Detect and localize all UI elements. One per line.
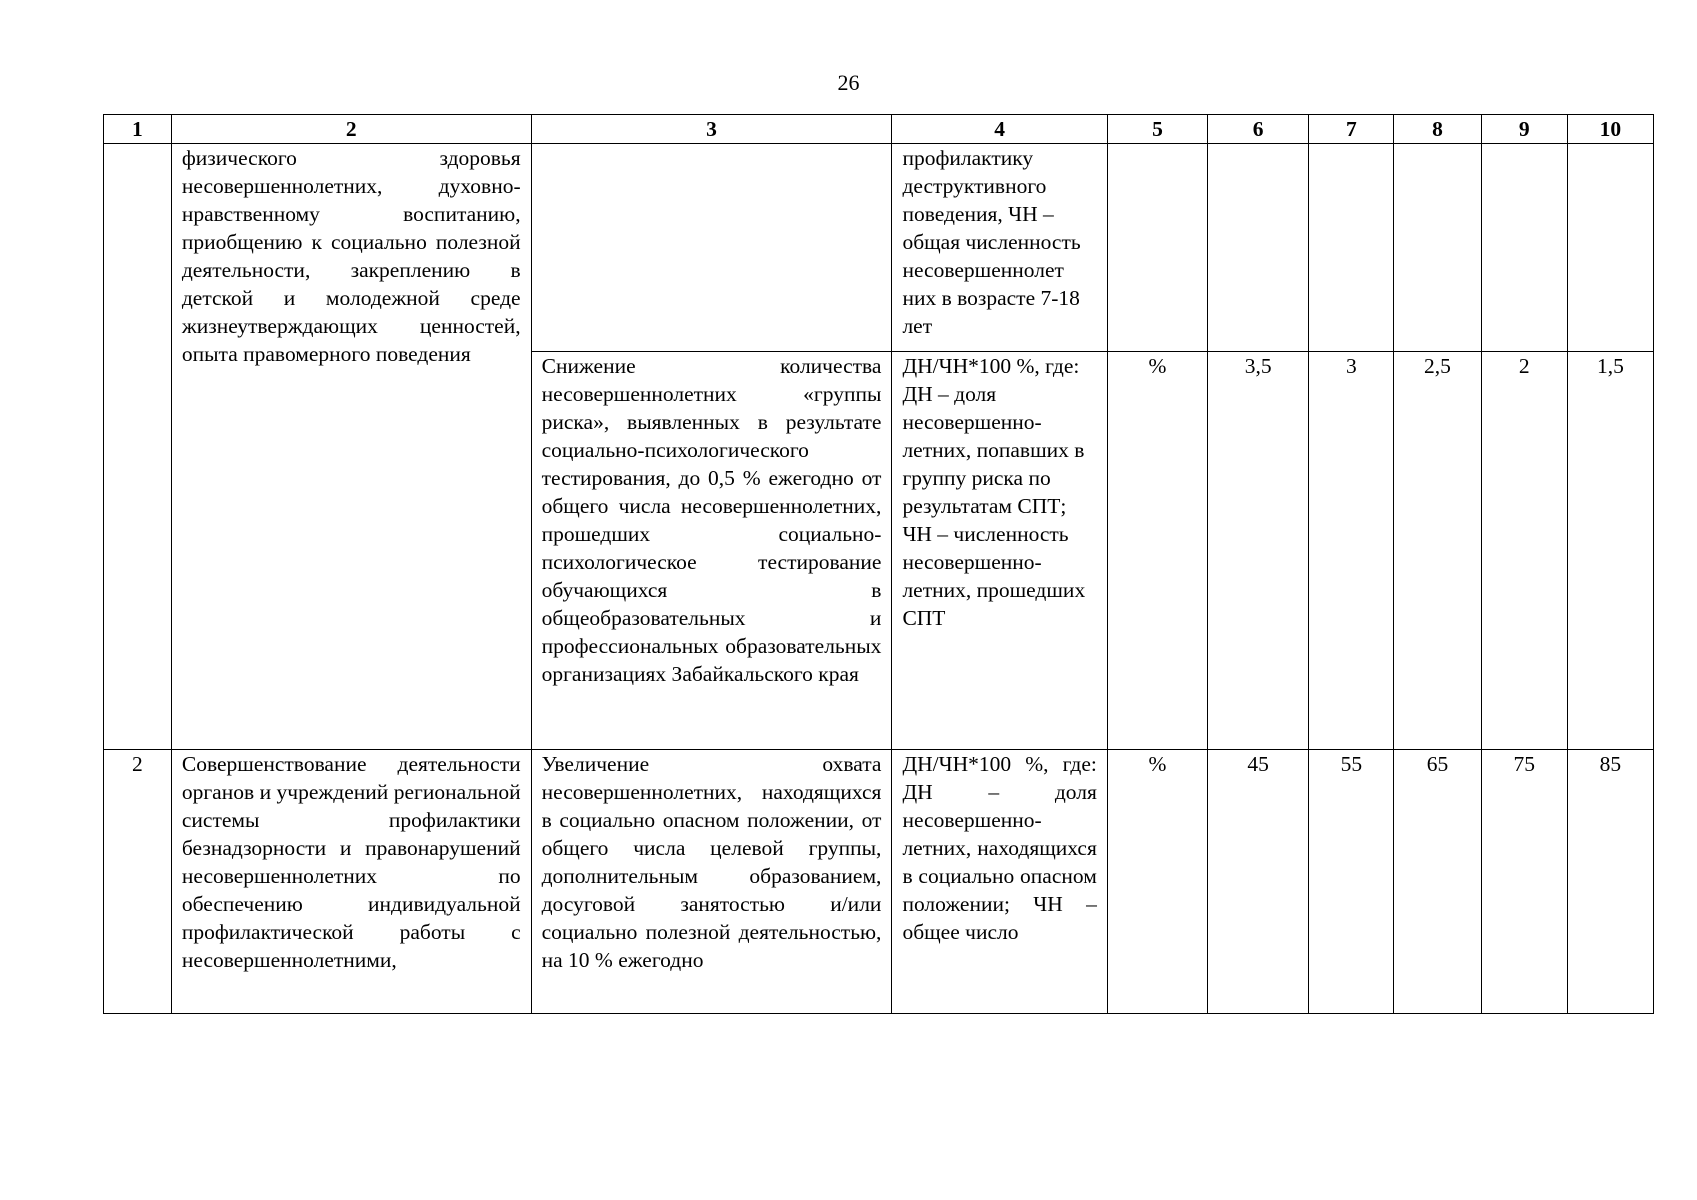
value-cell: 2,5: [1394, 352, 1481, 750]
goal-cell: физического здоровья несовершеннолетних, духовно-нравственному воспитанию, приобщению к социально полезной деятельности, закреплению в детской и молодежной среде жизнеутверждающих ценностей, опыта правомерного поведения: [171, 144, 531, 750]
goal-cell: Совершенствование деятельности органов и учреждений региональной системы профилактики безнадзорности и правонарушений несовершеннолетних по обеспечению индивидуальной профилактической работы с несовершеннолетними,: [171, 750, 531, 1014]
header-col-10: 10: [1567, 115, 1653, 144]
unit-cell-empty: [1107, 144, 1207, 352]
value-cell-empty: [1394, 144, 1481, 352]
value-cell: 75: [1481, 750, 1567, 1014]
header-col-5: 5: [1107, 115, 1207, 144]
formula-cell: профилактику деструктивного поведения, ЧН – общая численность несовершеннолет них в возрасте 7-18 лет: [892, 144, 1107, 352]
value-cell-empty: [1481, 144, 1567, 352]
indicator-cell: Снижение количества несовершеннолетних «группы риска», выявленных в результате социально-психологического тестирования, до 0,5 % ежегодно от общего числа несовершеннолетних, прошедших социально-психологическое тестирование обучающихся в общеобразовательных и профессиональных образовательных организациях Забайкальского края: [531, 352, 892, 750]
table-row: [104, 144, 1654, 352]
header-col-4: 4: [892, 115, 1107, 144]
indicator-cell: Увеличение охвата несовершеннолетних, находящихся в социально опасном положении, от общего числа целевой группы, дополнительным образованием, досуговой занятостью и/или социально полезной деятельностью, на 10 % ежегодно: [531, 750, 892, 1014]
indicator-cell-empty: [531, 144, 892, 352]
value-cell-empty: [1567, 144, 1653, 352]
value-cell: 2: [1481, 352, 1567, 750]
value-cell: 65: [1394, 750, 1481, 1014]
row-number: 2: [104, 750, 172, 1014]
value-cell-empty: [1309, 144, 1394, 352]
unit-cell: %: [1107, 750, 1207, 1014]
header-row: [104, 115, 1654, 144]
header-col-1: 1: [104, 115, 172, 144]
value-cell: 3: [1309, 352, 1394, 750]
unit-cell: %: [1107, 352, 1207, 750]
row-number: [104, 144, 172, 750]
formula-cell: ДН/ЧН*100 %, где: ДН – доля несовершенно-летних, попавших в группу риска по результатам СПТ; ЧН – численность несовершенно-летних, прошедших СПТ: [892, 352, 1107, 750]
value-cell: 3,5: [1208, 352, 1309, 750]
header-col-9: 9: [1481, 115, 1567, 144]
page-number: 26: [837, 70, 860, 95]
table-row: [104, 750, 1654, 1014]
header-col-3: 3: [531, 115, 892, 144]
value-cell: 1,5: [1567, 352, 1653, 750]
header-col-8: 8: [1394, 115, 1481, 144]
header-col-6: 6: [1208, 115, 1309, 144]
header-col-7: 7: [1309, 115, 1394, 144]
value-cell: 45: [1208, 750, 1309, 1014]
formula-cell: ДН/ЧН*100 %, где: ДН – доля несовершенно-летних, находящихся в социально опасном положении; ЧН – общее число: [892, 750, 1107, 1014]
value-cell-empty: [1208, 144, 1309, 352]
indicators-table: [103, 114, 1654, 1014]
value-cell: 85: [1567, 750, 1653, 1014]
header-col-2: 2: [171, 115, 531, 144]
value-cell: 55: [1309, 750, 1394, 1014]
